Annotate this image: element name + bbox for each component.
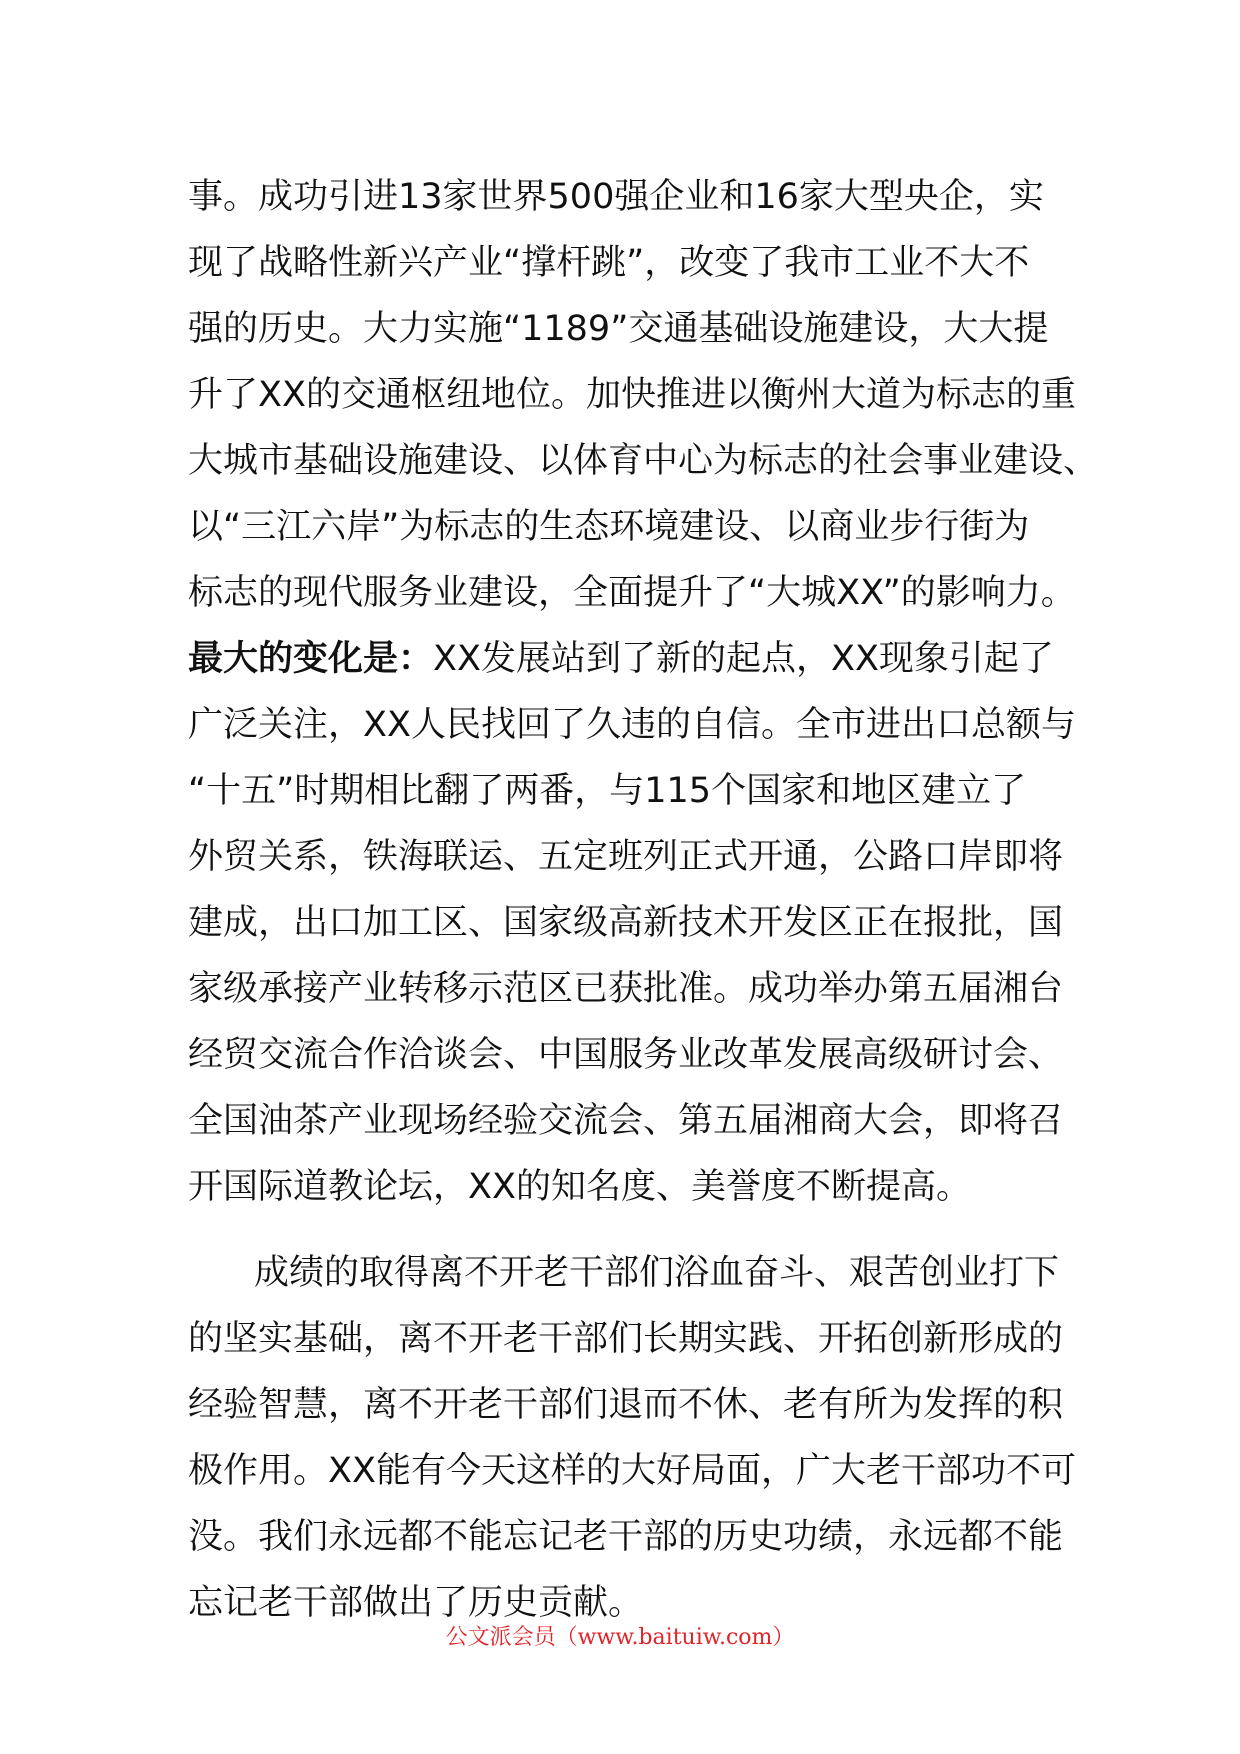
text-line: 升了XX的交通枢纽地位。加快推进以衡州大道为标志的重 bbox=[188, 375, 1076, 415]
text-line: 家级承接产业转移示范区已获批准。成功举办第五届湘台 bbox=[188, 969, 1064, 1009]
paragraph-achievements bbox=[188, 164, 1099, 1220]
text-line-with-label bbox=[188, 626, 1058, 692]
text-line: 极作用。XX能有今天这样的大好局面，广大老干部功不可 bbox=[188, 1451, 1076, 1491]
text-line: 外贸关系，铁海联运、五定班列正式开通，公路口岸即将 bbox=[188, 837, 1064, 877]
text-line: 大城市基础设施建设、以体育中心为标志的社会事业建设、 bbox=[188, 441, 1099, 481]
text-line-first-indented: 成绩的取得离不开老干部们浴血奋斗、艰苦创业打下 bbox=[254, 1253, 1060, 1293]
text-line: 事。成功引进13家世界500强企业和16家大型央企，实 bbox=[188, 177, 1044, 217]
text-line: 标志的现代服务业建设，全面提升了“大城XX”的影响力。 bbox=[188, 573, 1076, 613]
text-line: 建成，出口加工区、国家级高新技术开发区正在报批，国 bbox=[188, 903, 1064, 943]
paragraph-tribute bbox=[188, 1240, 1076, 1636]
text-line: 全国油茶产业现场经验交流会、第五届湘商大会，即将召 bbox=[188, 1101, 1064, 1141]
text-line: 开国际道教论坛，XX的知名度、美誉度不断提高。 bbox=[188, 1167, 971, 1207]
document-body bbox=[188, 164, 1099, 1636]
text-line: 没。我们永远都不能忘记老干部的历史功绩，永远都不能 bbox=[188, 1517, 1064, 1557]
text-line: 现了战略性新兴产业“撑杆跳”，改变了我市工业不大不 bbox=[188, 243, 1030, 283]
text-line: 广泛关注，XX人民找回了久违的自信。全市进出口总额与 bbox=[188, 705, 1076, 745]
label-line-rest: XX发展站到了新的起点，XX现象引起了 bbox=[433, 639, 1054, 679]
text-line: 忘记老干部做出了历史贡献。 bbox=[188, 1583, 644, 1623]
bold-label: 最大的变化是： bbox=[188, 639, 434, 679]
text-line: 以“三江六岸”为标志的生态环境建设、以商业步行街为 bbox=[188, 507, 1030, 547]
text-line: 强的历史。大力实施“1189”交通基础设施建设，大大提 bbox=[188, 309, 1049, 349]
text-line: 的坚实基础，离不开老干部们长期实践、开拓创新形成的 bbox=[188, 1319, 1064, 1359]
text-line: 经验智慧，离不开老干部们退而不休、老有所为发挥的积 bbox=[188, 1385, 1064, 1425]
text-line: 经贸交流合作洽谈会、中国服务业改革发展高级研讨会、 bbox=[188, 1035, 1064, 1075]
text-line: “十五”时期相比翻了两番，与115个国家和地区建立了 bbox=[188, 771, 1027, 811]
watermark-footer: 公文派会员（www.baituiw.com） bbox=[445, 1625, 795, 1650]
